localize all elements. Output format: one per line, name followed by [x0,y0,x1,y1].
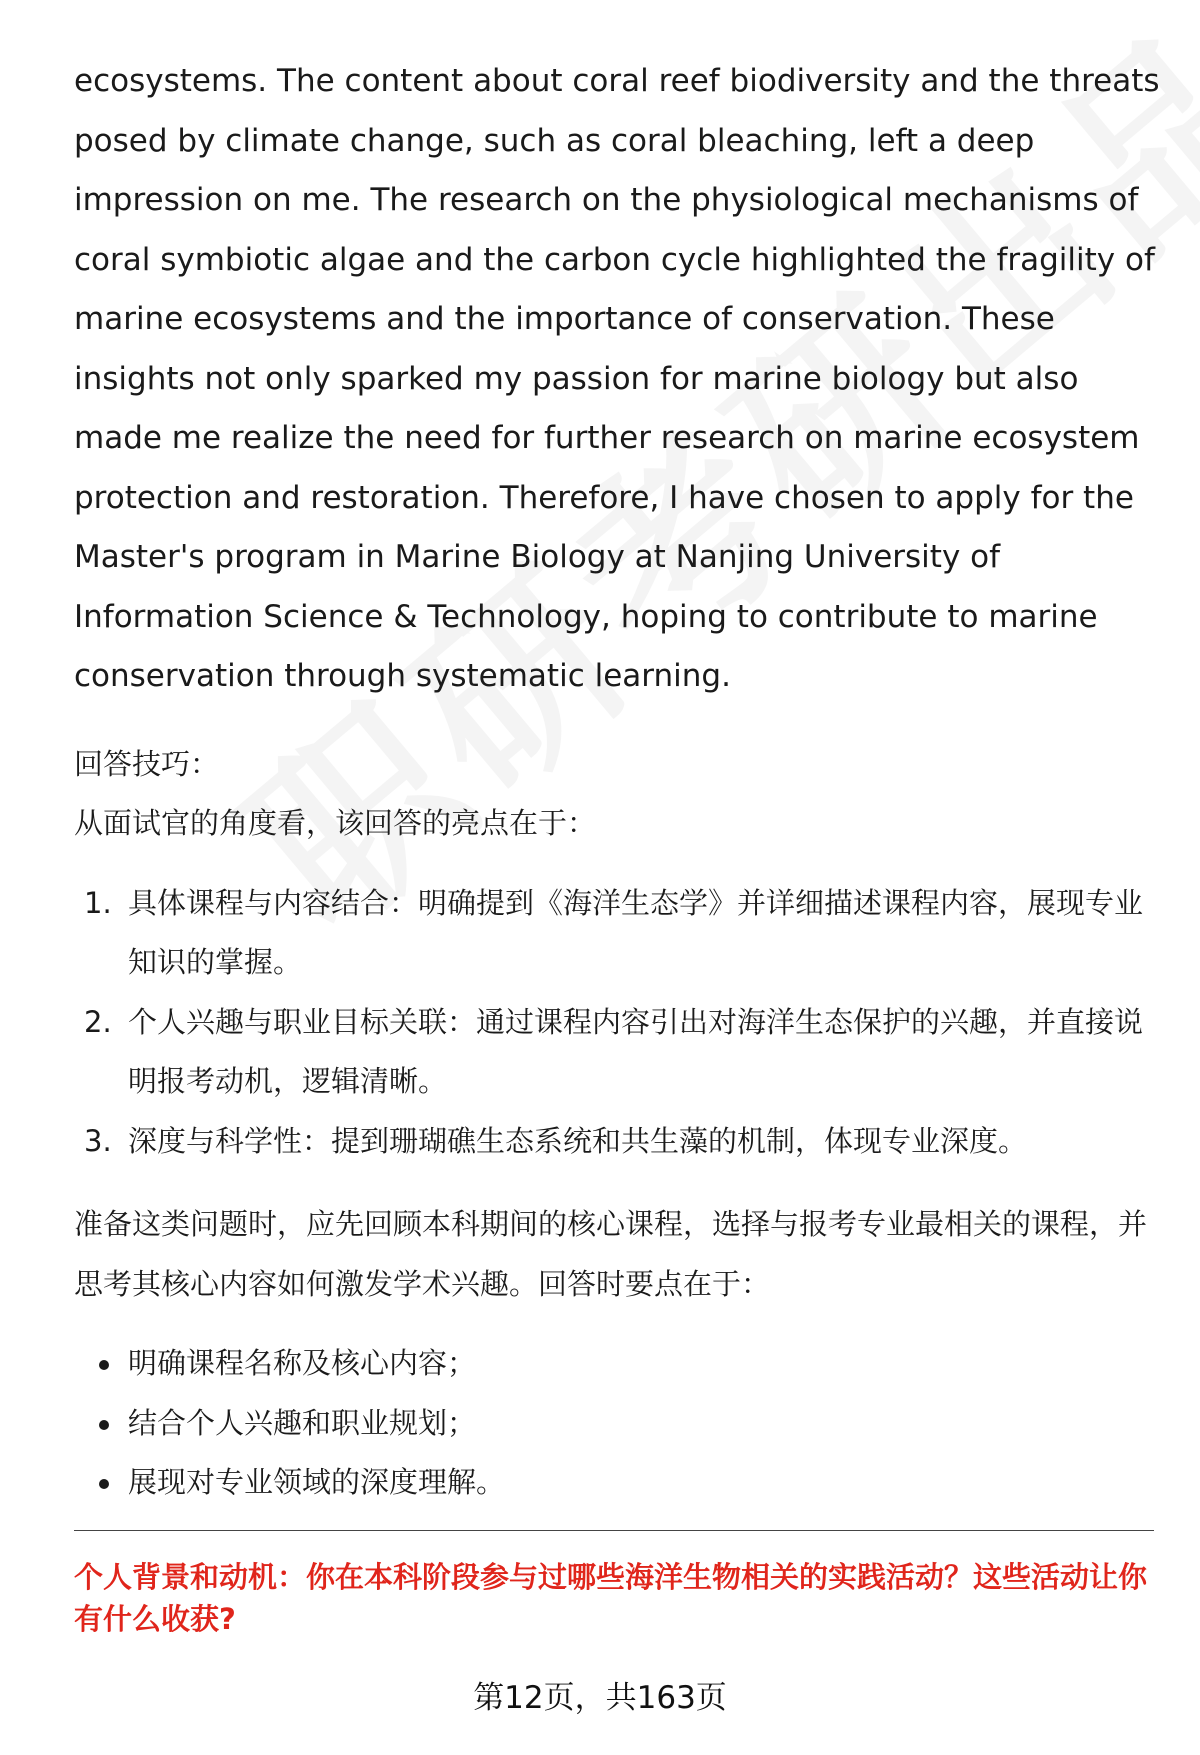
tips-intro: 从面试官的角度看，该回答的亮点在于： [74,806,597,840]
highlight-item [74,874,1164,993]
highlight-text: 具体课程与内容结合：明确提到《海洋生态学》并详细描述课程内容，展现专业知识的掌握。 [128,885,1144,979]
prep-paragraph: 准备这类问题时，应先回顾本科期间的核心课程，选择与报考专业最相关的课程，并思考其核心内容如何激发学术兴趣。回答时要点在于： [74,1207,1148,1301]
key-points-list [74,1334,1164,1513]
bullet-icon [99,1420,109,1430]
key-point-item [74,1334,1164,1394]
highlight-number: 1. [84,885,112,920]
highlight-number: 2. [84,1004,112,1039]
highlight-text: 深度与科学性：提到珊瑚礁生态系统和共生藻的机制，体现专业深度。 [128,1123,1028,1158]
answer-paragraph: ecosystems. The content about coral reef biodiversity and the threats posed by climate change, such as coral bleaching, left a deep impression on me. The research on the physiological mechanisms of coral symbiotic algae and the carbon cycle highlighted the fragility of marine ecosystems and the importance of conservation. These insights not only sparked my passion for marine biology but also made me realize the need for further research on marine ecosystem protection and restoration. Therefore, I have chosen to apply for the Master's program in Marine Biology at Nanjing University of Information Science & Technology, hoping to contribute to marine conservation through systematic learning. [74,63,1160,694]
key-point-text: 明确课程名称及核心内容； [128,1346,477,1380]
key-point-item [74,1394,1164,1454]
highlight-text: 个人兴趣与职业目标关联：通过课程内容引出对海洋生态保护的兴趣，并直接说明报考动机，逻辑清晰。 [128,1004,1144,1098]
tips-heading: 回答技巧： [74,746,220,781]
highlights-list [74,874,1164,1172]
page-number-footer: 第12页，共163页 [473,1680,727,1716]
next-question-heading: 个人背景和动机：你在本科阶段参与过哪些海洋生物相关的实践活动？这些活动让你有什么收获? [74,1560,1148,1636]
section-divider [74,1530,1154,1531]
highlight-item [74,1112,1164,1172]
highlight-number: 3. [84,1123,112,1158]
document-body [74,52,1164,1513]
bullet-icon [99,1479,109,1489]
highlight-item [74,993,1164,1112]
key-point-text: 展现对专业领域的深度理解。 [128,1465,506,1499]
key-point-text: 结合个人兴趣和职业规划； [128,1405,477,1440]
bullet-icon [99,1360,109,1370]
key-point-item [74,1453,1164,1513]
